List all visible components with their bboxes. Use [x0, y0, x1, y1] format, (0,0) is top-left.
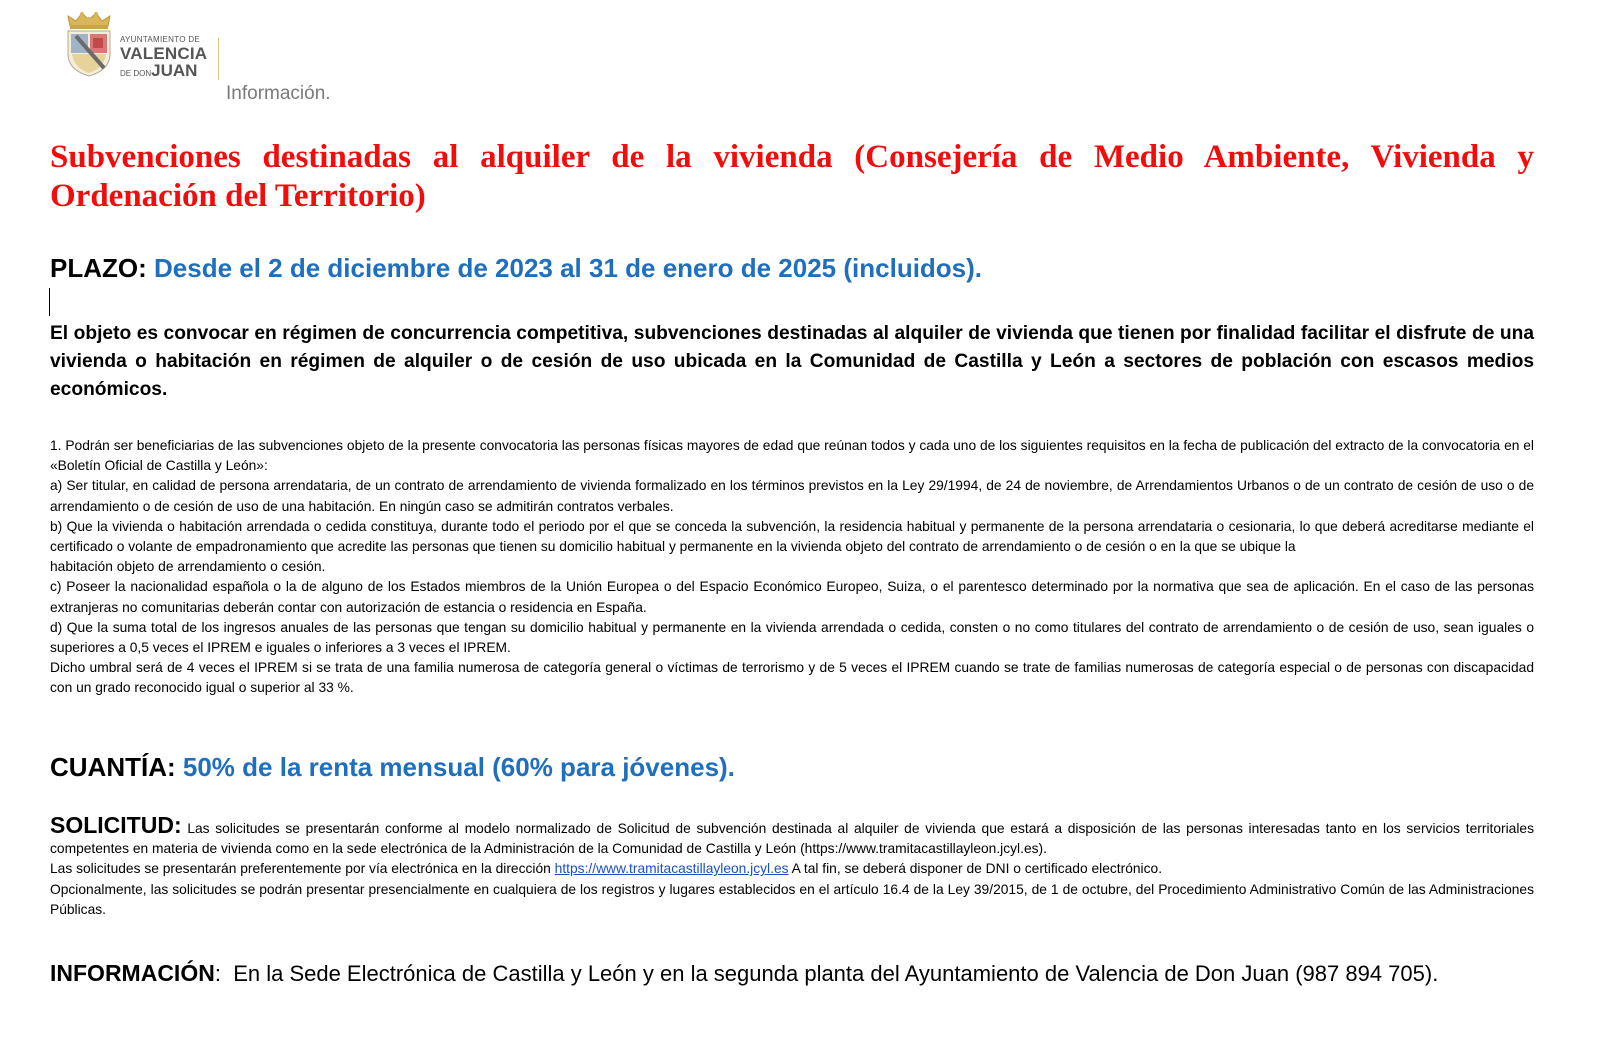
solicitud-paragraph-2	[50, 859, 1534, 879]
requisito-c: c) Poseer la nacionalidad española o la de alguno de los Estados miembros de la Unión Europea o del Espacio Económico Europeo, Suiza, o el parentesco determinado por la normativa que sea de aplicación. En el caso de las personas extranjeras no comunitarias deberán contar con autorización de estancia o residencia en España.	[50, 579, 1534, 615]
logo-line-2: VALENCIA	[120, 44, 208, 63]
solicitud-text-2-before: Las solicitudes se presentarán preferentemente por vía electrónica en la dirección	[50, 861, 551, 877]
solicitud-section	[50, 812, 1534, 920]
requisito-d: d) Que la suma total de los ingresos anuales de las personas que tengan su domicilio habitual y permanente en la vivienda arrendada o cedida, consten o no como titulares del contrato de arrendamiento o de cesión de uso, sean iguales o superiores a 0,5 veces el IPREM e iguales o inferiores a 3 veces el IPREM.	[50, 619, 1534, 656]
requisitos-section	[50, 436, 1534, 699]
requisito-umbral: Dicho umbral será de 4 veces el IPREM si se trata de una familia numerosa de categoría general o víctimas de terrorismo y de 5 veces el IPREM cuando se trate de familias numerosas de categoría especial o de personas con discapacidad con un grado reconocido igual o superior al 33 %.	[50, 660, 1534, 696]
informacion-label: INFORMACIÓN	[50, 960, 215, 986]
requisito-b: b) Que la vivienda o habitación arrendada o cedida constituya, durante todo el periodo por el que se conceda la subvención, la residencia habitual y permanente de la persona arrendataria o cesionaria, lo que deberá acreditarse mediante el certificado o volante de empadronamiento que acredite las personas que tienen su domicilio habitual y permanente en la vivienda objeto del contrato de arrendamiento o de cesión o en la que se ubique la	[50, 518, 1534, 555]
requisito-intro: 1. Podrán ser beneficiarias de las subvenciones objeto de la presente convocatoria las personas físicas mayores de edad que reúnan todos y cada uno de los siguientes requisitos en la fecha de publicación del extracto de la convocatoria en el «Boletín Oficial de Castilla y León»:	[50, 438, 1534, 474]
solicitud-text-1: Las solicitudes se presentarán conforme al modelo normalizado de Solicitud de subvención destinada al alquiler de vivienda que estará a disposición de las personas interesadas tanto en los servicios territoriales competentes en materia de vivienda como en la sede electrónica de la Administración de la Comunidad de Castilla y León (https://www.tramitacastillayleon.jcyl.es).	[50, 821, 1534, 857]
logo-divider	[218, 38, 219, 80]
info-tag: Información.	[226, 83, 331, 104]
cuantia-section	[50, 752, 735, 783]
informacion-colon: :	[214, 961, 221, 986]
requisito-b-cont: habitación objeto de arrendamiento o cesión.	[50, 559, 326, 575]
solicitud-text-2-after: A tal fin, se deberá disponer de DNI o certificado electrónico.	[791, 861, 1163, 877]
logo-line-1: AYUNTAMIENTO DE	[120, 35, 201, 44]
solicitud-paragraph-1	[50, 812, 1534, 859]
logo-line-3-big: JUAN	[151, 61, 198, 80]
logo-wordmark	[120, 36, 207, 80]
cuantia-label: CUANTÍA:	[50, 752, 176, 782]
cuantia-value: 50% de la renta mensual (60% para jóvenes).	[182, 752, 735, 782]
municipal-logo	[62, 10, 232, 78]
solicitud-label: SOLICITUD:	[50, 812, 182, 838]
coat-of-arms-icon	[62, 10, 116, 78]
tramita-link[interactable]: https://www.tramitacastillayleon.jcyl.es	[554, 861, 789, 877]
text-cursor	[49, 288, 50, 316]
solicitud-paragraph-3: Opcionalmente, las solicitudes se podrán presentar presencialmente en cualquiera de los registros y lugares establecidos en el artículo 16.4 de la Ley 39/2015, de 1 de octubre, del Procedimiento Administrativo Común de las Administraciones Públicas.	[50, 881, 1534, 917]
page-title: Subvenciones destinadas al alquiler de la vivienda (Consejería de Medio Ambiente, Vivienda y Ordenación del Territorio)	[50, 139, 1534, 214]
plazo-section	[50, 253, 982, 284]
plazo-value: Desde el 2 de diciembre de 2023 al 31 de enero de 2025 (incluidos).	[154, 253, 983, 283]
logo-line-3	[120, 62, 207, 80]
logo-line-3-small: DE DON	[120, 69, 152, 78]
informacion-value: En la Sede Electrónica de Castilla y León y en la segunda planta del Ayuntamiento de Valencia de Don Juan (987 894 705).	[233, 961, 1439, 986]
objeto-paragraph: El objeto es convocar en régimen de concurrencia competitiva, subvenciones destinadas al alquiler de vivienda que tienen por finalidad facilitar el disfrute de una vivienda o habitación en régimen de alquiler o de cesión de uso ubicada en la Comunidad de Castilla y León a sectores de población con escasos medios económicos.	[50, 323, 1534, 400]
requisito-a: a) Ser titular, en calidad de persona arrendataria, de un contrato de arrendamiento de vivienda formalizado en los términos previstos en la Ley 29/1994, de 24 de noviembre, de Arrendamientos Urbanos o de un contrato de cesión de uso o de arrendamiento o de cesión de uso de una habitación. En ningún caso se admitirán contratos verbales.	[50, 478, 1534, 514]
plazo-label: PLAZO:	[50, 253, 147, 283]
informacion-section	[50, 960, 1438, 987]
